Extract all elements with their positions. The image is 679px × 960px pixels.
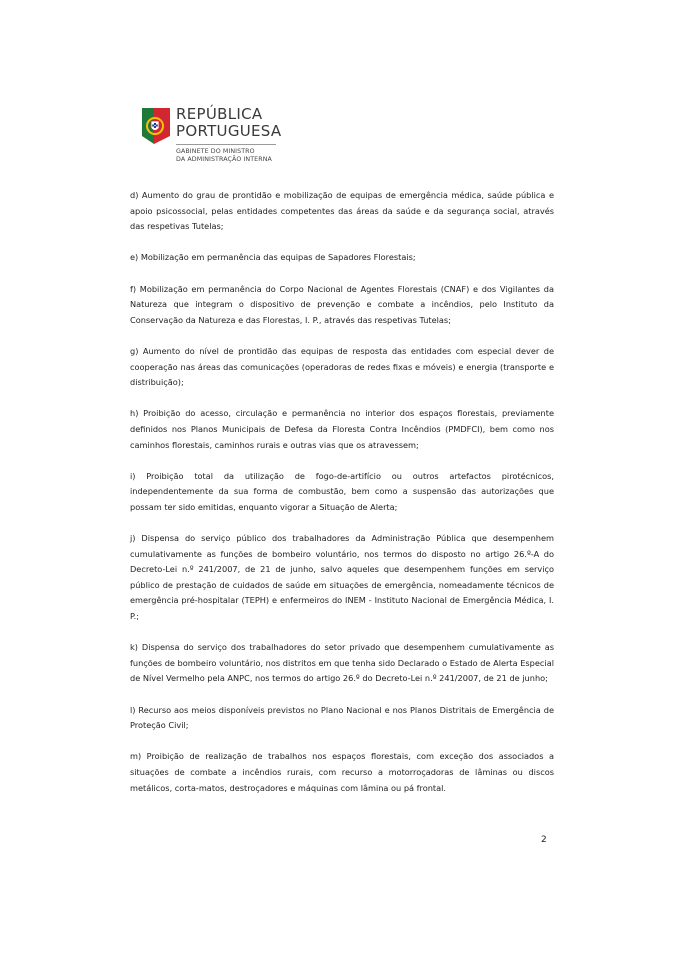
republic-title-line-1: REPÚBLICA: [176, 105, 263, 123]
letterhead: [140, 104, 400, 168]
paragraph-f: f) Mobilização em permanência do Corpo Nacional de Agentes Florestais (CNAF) e dos Vigilantes da Natureza que integram o dispositivo de prevenção e combate a incêndios, pelo Instituto da Conservação da Natureza e das Florestas, I. P., através das respetivas Tutelas;: [130, 283, 554, 325]
portuguese-republic-emblem-icon: [140, 106, 172, 146]
paragraph-k: k) Dispensa do serviço dos trabalhadores do setor privado que desempenhem cumulativamente as funções de bombeiro voluntário, nos distritos em que tenha sido Declarado o Estado de Alerta Especial de Nível Vermelho pela ANPC, nos termos do artigo 26.º do Decreto-Lei n.º 241/2007, de 21 de junho;: [130, 642, 554, 684]
paragraph-l: l) Recurso aos meios disponíveis previstos no Plano Nacional e nos Planos Distritais de Emergência de Proteção Civil;: [130, 704, 554, 731]
office-name-line-2: DA ADMINISTRAÇÃO INTERNA: [176, 156, 272, 163]
republic-title-line-2: PORTUGUESA: [176, 122, 282, 140]
paragraph-m: m) Proibição de realização de trabalhos nos espaços florestais, com exceção dos associados a situações de combate a incêndios rurais, com recurso a motorroçadoras de lâminas ou discos metálicos, corta-matos, destroçadores e máquinas com lâmina ou pá frontal.: [130, 751, 554, 793]
page-number: 2: [541, 835, 547, 845]
office-name-line-1: GABINETE DO MINISTRO: [176, 148, 255, 155]
document-body: [130, 188, 554, 812]
paragraph-j: j) Dispensa do serviço público dos trabalhadores da Administração Pública que desempenhem cumulativamente as funções de bombeiro voluntário, nos termos do disposto no artigo 26.º-A do Decreto-Lei n.º 241/2007, de 21 de junho, salvo aqueles que desempenhem funções em serviço público de prestação de cuidados de saúde em situações de emergência, nomeadamente técnicos de emergência pré-hospitalar (TEPH) e enfermeiros do INEM - Instituto Nacional de Emergência Médica, I. P.;: [130, 533, 554, 622]
header-divider: [176, 144, 276, 145]
paragraph-d: d) Aumento do grau de prontidão e mobilização de equipas de emergência médica, saúde pública e apoio psicossocial, pelas entidades competentes das áreas da saúde e da segurança social, através das respetivas Tutelas;: [130, 190, 554, 232]
paragraph-g: g) Aumento do nível de prontidão das equipas de resposta das entidades com especial dever de cooperação nas áreas das comunicações (operadoras de redes fixas e móveis) e energia (transporte e distribuição);: [130, 345, 554, 388]
paragraph-i: i) Proibição total da utilização de fogo-de-artifício ou outros artefactos pirotécnicos, independentemente da sua forma de combustão, bem como a suspensão das autorizações que possam ter sido emitidas, enquanto vigorar a Situação de Alerta;: [130, 470, 554, 512]
paragraph-e: e) Mobilização em permanência das equipas de Sapadores Florestais;: [130, 252, 416, 263]
paragraph-h: h) Proibição do acesso, circulação e permanência no interior dos espaços florestais, previamente definidos nos Planos Municipais de Defesa da Floresta Contra Incêndios (PMDFCI), bem como nos caminhos florestais, caminhos rurais e outras vias que os atravessem;: [130, 408, 554, 450]
